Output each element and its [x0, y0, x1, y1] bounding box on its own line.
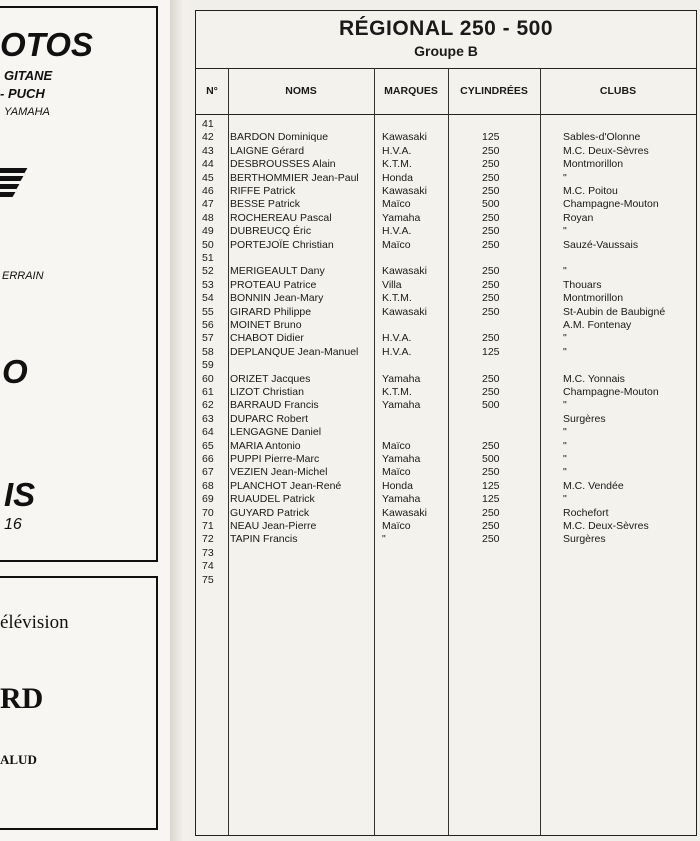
table-row [196, 279, 696, 292]
bike-brand: Kawasaki [382, 185, 427, 197]
table-row [196, 533, 696, 546]
table-row [196, 493, 696, 506]
rider-name: BESSE Patrick [230, 198, 301, 211]
club-name: Montmorillon [563, 158, 624, 171]
header-clubs: CLUBS [599, 85, 637, 97]
entry-number: 71 [202, 520, 214, 532]
entry-number: 50 [202, 238, 214, 251]
entry-number: 48 [202, 211, 214, 224]
table-row [196, 239, 696, 252]
entry-number: 64 [202, 426, 214, 439]
club-name: M.C. Deux-Sèvres [563, 520, 649, 532]
rider-name: PROTEAU Patrice [230, 278, 317, 291]
club-name: Rochefort [563, 506, 609, 519]
engine-capacity: 500 [482, 453, 500, 465]
entry-number: 70 [202, 506, 214, 519]
tv-shop-ad [0, 576, 158, 830]
bike-brand: Yamaha [382, 399, 421, 412]
engine-capacity: 250 [482, 292, 500, 305]
engine-capacity: 125 [482, 345, 500, 358]
entry-list-table [195, 10, 697, 836]
ad-text-o: O [2, 353, 28, 390]
rider-name: LENGAGNE Daniel [230, 426, 322, 439]
entry-number: 73 [202, 546, 214, 559]
bike-brand: K.T.M. [382, 386, 412, 398]
engine-capacity: 250 [482, 211, 500, 224]
bike-brand: Villa [382, 278, 402, 291]
rider-name: DESBROUSSES Alain [230, 158, 336, 171]
rider-name: PLANCHOT Jean-René [230, 479, 342, 492]
entry-number: 75 [202, 573, 214, 586]
header-bottom-rule [196, 114, 696, 115]
club-name: M.C. Poitou [563, 185, 618, 197]
table-row [196, 373, 696, 386]
ad-text-rd: RD [0, 682, 44, 715]
engine-capacity: 250 [482, 466, 500, 479]
rider-name: MARIA Antonio [230, 439, 301, 452]
ad-text-terrain: ERRAIN [2, 270, 44, 282]
bike-brand: Maïco [382, 520, 411, 532]
ad-text-is: IS [4, 476, 36, 513]
table-row [196, 212, 696, 225]
engine-capacity: 125 [482, 479, 500, 492]
rider-name: DEPLANQUE Jean-Manuel [230, 345, 359, 358]
table-row [196, 507, 696, 520]
club-name: " [563, 345, 567, 358]
engine-capacity: 250 [482, 238, 500, 251]
header-names: NOMS [285, 85, 317, 97]
ad-text-alud: ALUD [0, 752, 37, 767]
bike-brand: H.V.A. [382, 332, 412, 345]
engine-capacity: 250 [482, 278, 500, 291]
club-name: " [563, 265, 567, 278]
engine-capacity: 250 [482, 144, 500, 157]
club-name: " [563, 426, 567, 439]
club-name: " [563, 171, 567, 184]
bike-brand: K.T.M. [382, 292, 412, 305]
club-name: " [563, 466, 567, 479]
ad-brand-puch: - PUCH [0, 86, 45, 101]
club-name: M.C. Deux-Sèvres [563, 144, 649, 157]
club-name: " [563, 225, 567, 238]
table-row [196, 399, 696, 412]
table-row [196, 131, 696, 144]
bike-brand: " [382, 533, 386, 546]
rider-name: NEAU Jean-Pierre [230, 520, 317, 532]
club-name: " [563, 493, 567, 506]
table-row [196, 306, 696, 319]
ad-brand-gitane: GITANE [4, 68, 53, 83]
club-name: Thouars [563, 278, 602, 291]
engine-capacity: 125 [482, 131, 500, 144]
table-row [196, 172, 696, 185]
bike-brand: Kawasaki [382, 265, 427, 278]
entry-number: 74 [202, 560, 214, 573]
table-row [196, 265, 696, 278]
engine-capacity: 250 [482, 171, 500, 184]
table-row [196, 386, 696, 399]
rider-name: PUPPI Pierre-Marc [230, 453, 320, 465]
entry-number: 53 [202, 278, 214, 291]
table-row [196, 560, 696, 573]
bike-brand: Yamaha [382, 493, 421, 506]
engine-capacity: 250 [482, 265, 500, 278]
entry-number: 45 [202, 171, 214, 184]
rider-name: BARRAUD Francis [230, 399, 319, 412]
entry-number: 46 [202, 185, 214, 197]
table-row [196, 225, 696, 238]
engine-capacity: 250 [482, 439, 500, 452]
club-name: A.M. Fontenay [563, 319, 632, 331]
table-title: RÉGIONAL 250 - 500 [338, 17, 554, 40]
bike-brand: H.V.A. [382, 345, 412, 358]
bike-brand: Maïco [382, 198, 411, 211]
rider-name: RIFFE Patrick [230, 185, 296, 197]
entry-number: 68 [202, 479, 214, 492]
engine-capacity: 250 [482, 520, 500, 532]
bike-brand: K.T.M. [382, 158, 412, 171]
club-name: " [563, 399, 567, 412]
club-name: Montmorillon [563, 292, 624, 305]
page-fold-shadow [170, 0, 192, 841]
header-cylinders: CYLINDRÉES [460, 85, 528, 97]
engine-capacity: 250 [482, 305, 500, 318]
entry-number: 60 [202, 372, 214, 385]
engine-capacity: 250 [482, 372, 500, 385]
table-row [196, 547, 696, 560]
entry-number: 42 [202, 131, 214, 144]
entry-number: 67 [202, 466, 214, 479]
entry-number: 41 [202, 118, 214, 130]
entry-number: 62 [202, 399, 214, 412]
table-row [196, 426, 696, 439]
entry-number: 72 [202, 533, 214, 546]
club-name: Sauzé-Vaussais [563, 238, 639, 251]
bike-brand: H.V.A. [382, 144, 412, 157]
entry-number: 59 [202, 359, 214, 372]
engine-capacity: 250 [482, 533, 500, 546]
entry-number: 55 [202, 305, 214, 318]
entry-number: 61 [202, 386, 214, 398]
rider-name: CHABOT Didier [230, 332, 304, 345]
engine-capacity: 250 [482, 185, 500, 197]
rider-name: ROCHEREAU Pascal [230, 211, 332, 224]
rider-name: LIZOT Christian [230, 386, 304, 398]
table-row [196, 332, 696, 345]
bike-brand: Kawasaki [382, 305, 427, 318]
table-row [196, 145, 696, 158]
engine-capacity: 250 [482, 506, 500, 519]
table-row [196, 319, 696, 332]
bike-brand: Yamaha [382, 372, 421, 385]
table-row [196, 466, 696, 479]
table-row [196, 359, 696, 372]
rider-name: BONNIN Jean-Mary [230, 292, 324, 305]
engine-capacity: 125 [482, 493, 500, 506]
entry-number: 65 [202, 439, 214, 452]
entry-number: 57 [202, 332, 214, 345]
club-name: Surgères [563, 533, 606, 546]
entry-number: 58 [202, 345, 214, 358]
rider-name: TAPIN Francis [230, 533, 298, 546]
table-row [196, 118, 696, 131]
entry-number: 69 [202, 493, 214, 506]
entry-number: 51 [202, 252, 214, 264]
bike-brand: Maïco [382, 439, 411, 452]
rider-name: MOINET Bruno [230, 319, 302, 331]
table-row [196, 440, 696, 453]
rider-name: ORIZET Jacques [230, 372, 311, 385]
ad-text-16: 16 [4, 516, 22, 533]
engine-capacity: 250 [482, 386, 500, 398]
table-row [196, 198, 696, 211]
ad-text-television: élévision [0, 612, 69, 633]
entry-number: 63 [202, 412, 214, 425]
table-subtitle: Groupe B [414, 43, 478, 59]
entry-number: 43 [202, 144, 214, 157]
moto-dealer-ad [0, 6, 158, 562]
club-name: Surgères [563, 412, 606, 425]
table-row [196, 252, 696, 265]
table-row [196, 480, 696, 493]
entry-number: 44 [202, 158, 214, 171]
header-brands: MARQUES [384, 85, 438, 97]
engine-capacity: 250 [482, 225, 500, 238]
rider-name: BARDON Dominique [230, 131, 329, 144]
rider-name: DUBREUCQ Éric [230, 225, 312, 238]
entry-number: 52 [202, 265, 214, 278]
rider-name: LAIGNE Gérard [230, 144, 305, 157]
club-name: " [563, 453, 567, 465]
header-number: N° [206, 85, 218, 97]
rider-name: GUYARD Patrick [230, 506, 310, 519]
engine-capacity: 250 [482, 332, 500, 345]
bike-brand: Yamaha [382, 211, 421, 224]
bike-brand: Honda [382, 479, 413, 492]
club-name: M.C. Yonnais [563, 372, 625, 385]
engine-capacity: 500 [482, 399, 500, 412]
club-name: " [563, 439, 567, 452]
table-row [196, 574, 696, 587]
rider-name: GIRARD Philippe [230, 305, 312, 318]
left-page-strip [0, 0, 178, 841]
bike-brand: H.V.A. [382, 225, 412, 238]
table-row [196, 158, 696, 171]
club-name: M.C. Vendée [563, 479, 624, 492]
club-name: Champagne-Mouton [563, 198, 659, 211]
club-name: St-Aubin de Baubigné [563, 305, 666, 318]
table-row [196, 292, 696, 305]
table-row [196, 520, 696, 533]
entry-number: 66 [202, 453, 214, 465]
bike-brand: Kawasaki [382, 131, 427, 144]
rider-name: PORTEJOÏE Christian [230, 238, 334, 251]
bike-brand: Yamaha [382, 453, 421, 465]
table-row [196, 453, 696, 466]
entry-number: 54 [202, 292, 214, 305]
table-row [196, 185, 696, 198]
entry-number: 49 [202, 225, 214, 238]
rider-name: VEZIEN Jean-Michel [230, 466, 328, 479]
bike-brand: Honda [382, 171, 413, 184]
bike-brand: Maïco [382, 466, 411, 479]
ad-brand-otos: OTOS [0, 26, 93, 63]
table-row [196, 346, 696, 359]
engine-capacity: 250 [482, 158, 500, 171]
club-name: " [563, 332, 567, 345]
header-top-rule [196, 68, 696, 69]
entry-number: 56 [202, 319, 214, 331]
entry-number: 47 [202, 198, 214, 211]
rider-name: BERTHOMMIER Jean-Paul [230, 171, 359, 184]
rider-name: RUAUDEL Patrick [230, 493, 315, 506]
table-row [196, 413, 696, 426]
club-name: Sables-d'Olonne [563, 131, 641, 144]
bike-brand: Kawasaki [382, 506, 427, 519]
rider-name: DUPARC Robert [230, 412, 308, 425]
bike-brand: Maïco [382, 238, 411, 251]
club-name: Champagne-Mouton [563, 386, 659, 398]
ad-brand-yamaha: YAMAHA [4, 106, 50, 118]
rider-name: MERIGEAULT Dany [230, 265, 325, 278]
club-name: Royan [563, 211, 594, 224]
engine-capacity: 500 [482, 198, 500, 211]
